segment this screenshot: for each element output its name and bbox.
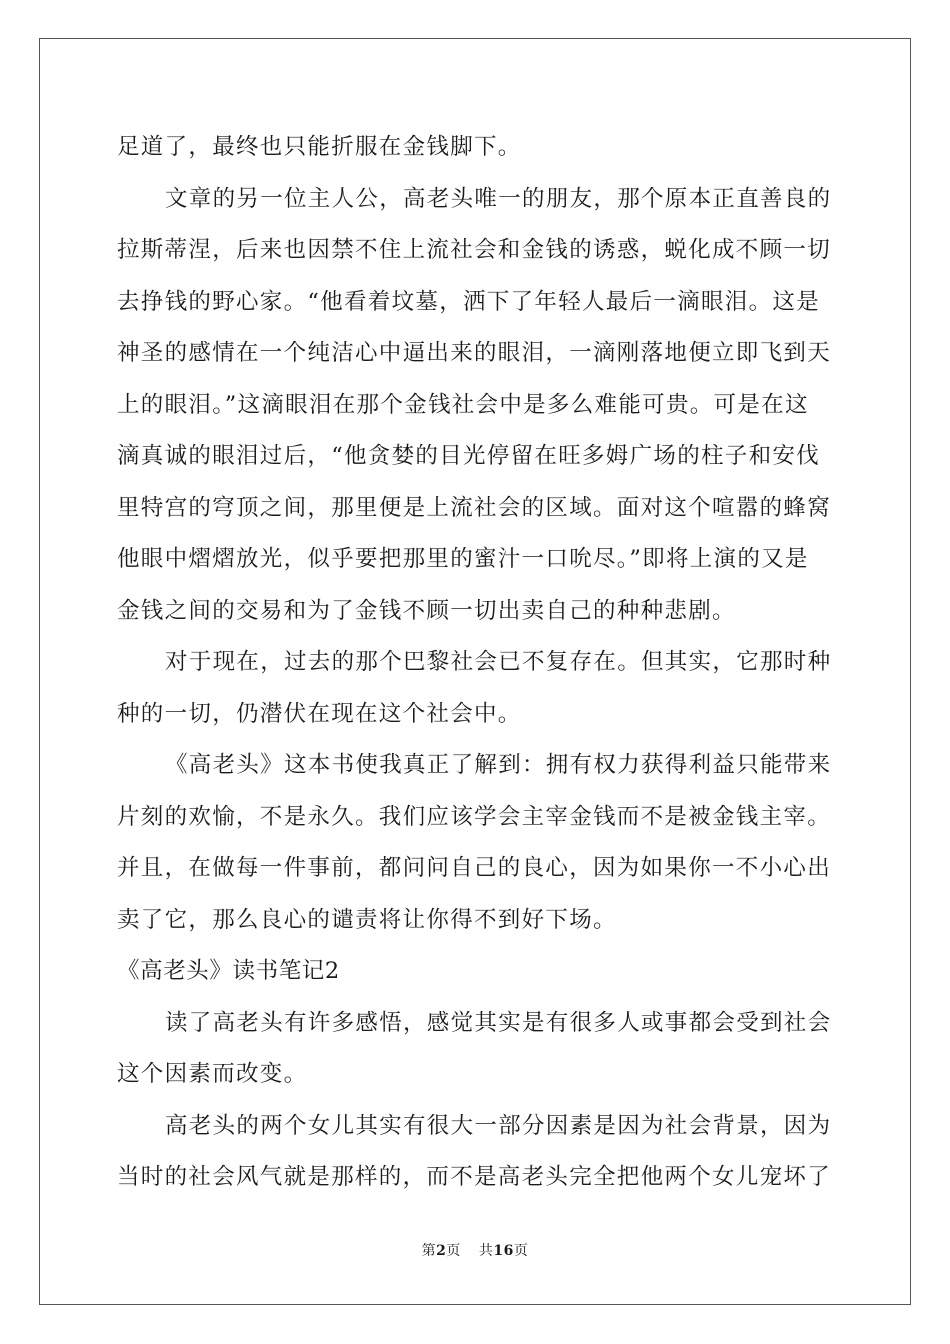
section-heading: 《高老头》读书笔记2 [117,958,340,984]
page-prefix: 第 [421,1243,437,1259]
text-line: 他眼中熠熠放光，似乎要把那里的蜜汁一口吮尽。”即将上演的又是 [117,546,809,572]
paragraph-start-line: 读了高老头有许多感悟，感觉其实是有很多人或事都会受到社会 [165,1009,832,1036]
total-pages: 16 [493,1243,514,1259]
text-line: 卖了它，那么良心的谴责将让你得不到好下场。 [117,906,617,933]
text-line: 足道了，最终也只能折服在金钱脚下。 [117,134,522,160]
text-line: 金钱之间的交易和为了金钱不顾一切出卖自己的种种悲剧。 [117,597,736,624]
text-line: 拉斯蒂涅，后来也因禁不住上流社会和金钱的诱惑，蜕化成不顾一切 [117,237,832,263]
text-line: 神圣的感情在一个纯洁心中逼出来的眼泪，一滴刚落地便立即飞到天 [117,340,832,366]
text-line: 里特宫的穹顶之间，那里便是上流社会的区域。面对这个喧嚣的蜂窝 [117,494,832,521]
total-prefix: 共 [478,1243,494,1259]
text-line: 种的一切，仍潜伏在现在这个社会中。 [117,700,522,727]
paragraph-start-line: 《高老头》这本书使我真正了解到：拥有权力获得利益只能带来 [165,752,832,778]
text-line: 这个因素而改变。 [117,1061,308,1087]
paragraph-start-line: 对于现在，过去的那个巴黎社会已不复存在。但其实，它那时种 [165,649,832,675]
page-unit: 页 [446,1243,461,1259]
text-line: 当时的社会风气就是那样的，而不是高老头完全把他两个女儿宠坏了 [117,1164,832,1190]
page-footer [0,1240,950,1260]
page-number: 2 [436,1243,447,1259]
total-unit: 页 [513,1243,529,1259]
text-line: 片刻的欢愉，不是永久。我们应该学会主宰金钱而不是被金钱主宰。 [117,803,832,830]
document-body [117,127,837,1209]
text-line: 上的眼泪。”这滴眼泪在那个金钱社会中是多么难能可贵。可是在这 [117,391,809,418]
text-line: 并且，在做每一件事前，都问问自己的良心，因为如果你一不小心出 [117,855,832,881]
paragraph-start-line: 文章的另一位主人公，高老头唯一的朋友，那个原本正直善良的 [165,185,832,212]
text-line: 滴真诚的眼泪过后，“他贪婪的目光停留在旺多姆广场的柱子和安伐 [117,443,821,469]
text-line: 去挣钱的野心家。“他看着坟墓，洒下了年轻人最后一滴眼泪。这是 [117,288,821,315]
paragraph-start-line: 高老头的两个女儿其实有很大一部分因素是因为社会背景，因为 [165,1112,832,1139]
